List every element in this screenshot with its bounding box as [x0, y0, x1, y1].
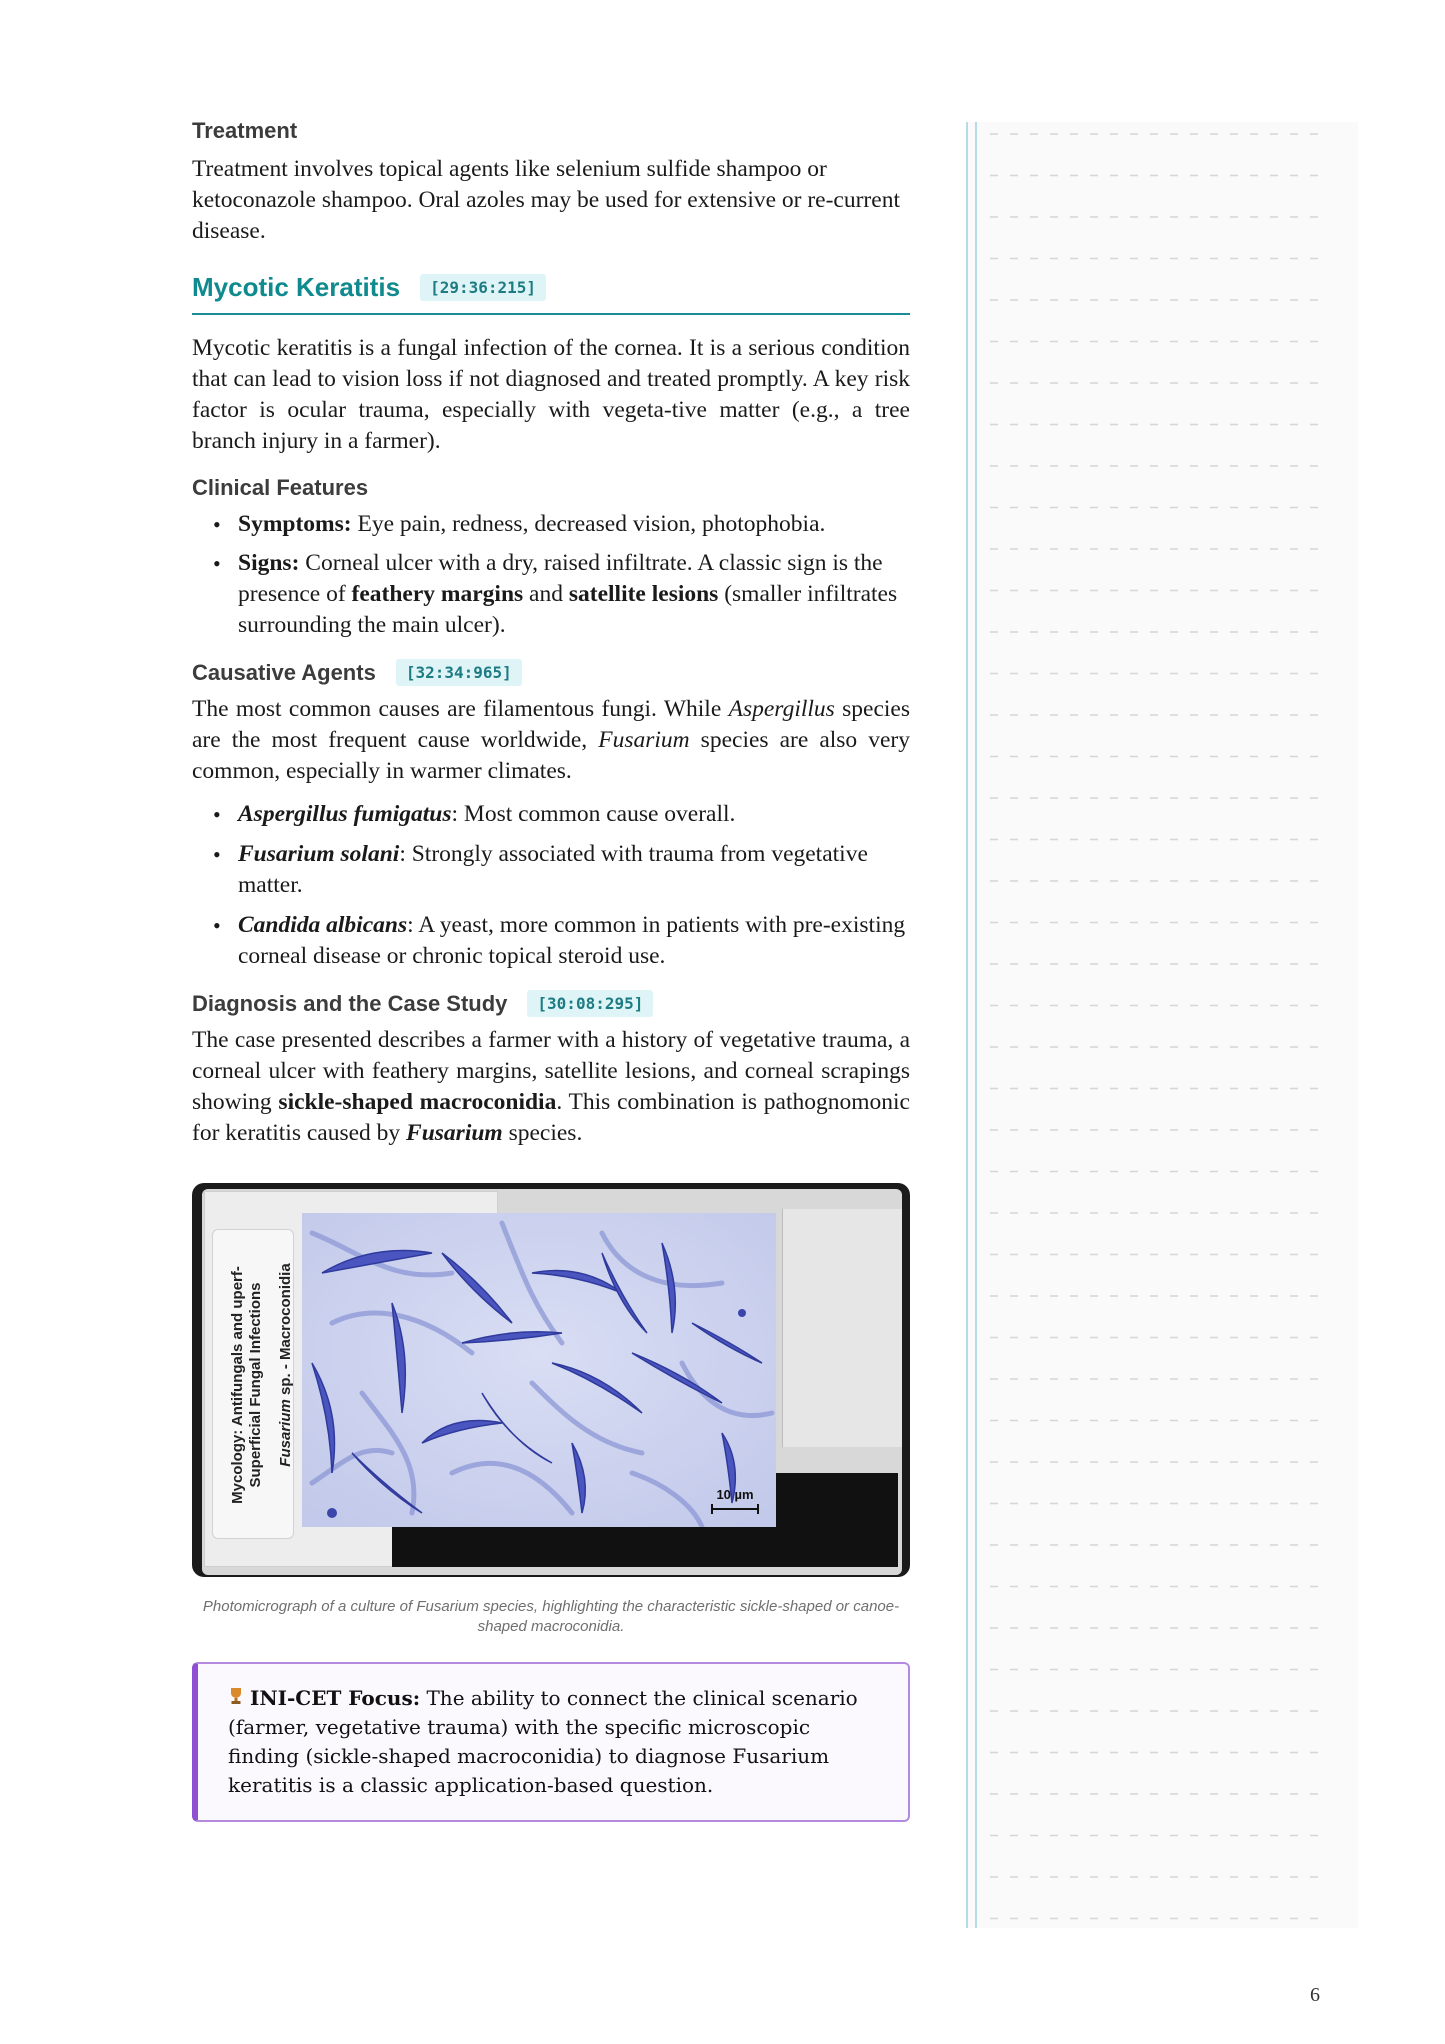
signs-text: (smaller infiltrates surrounding the main ulcer). — [238, 581, 898, 638]
diagnosis-header — [192, 990, 910, 1017]
main-content — [192, 118, 910, 1822]
clinical-features-heading: Clinical Features — [192, 475, 369, 500]
slide-label-specimen — [277, 1210, 297, 1520]
callout-label: INI-CET Focus: — [250, 1686, 421, 1710]
text-run: The case presented describes a farmer with a history of vegetative trauma, a corneal ulcer with feathery margins, satellite lesions, and corneal scrapings showing — [192, 1027, 910, 1115]
species-text: : Most common cause overall. — [451, 801, 736, 827]
causative-text — [192, 694, 910, 787]
species-name: Fusarium solani — [238, 841, 400, 867]
list-item — [192, 509, 910, 540]
list-item — [192, 839, 910, 901]
ini-cet-callout — [192, 1662, 910, 1822]
signs-emphasis: feathery margins — [351, 581, 524, 607]
diagnosis-heading: Diagnosis and the Case Study — [192, 990, 508, 1016]
genus-name: Aspergillus — [728, 696, 835, 722]
notes-ruled-lines — [990, 122, 1320, 1928]
genus-name: Fusarium — [406, 1120, 503, 1146]
section-header — [192, 272, 910, 303]
causative-list — [192, 799, 910, 972]
text-run: . This combination is pathognomonic for keratitis caused by — [192, 1089, 910, 1146]
species-text: : A yeast, more common in patients with pre-existing corneal disease or chronic topical steroid use. — [238, 912, 906, 969]
list-item — [192, 799, 910, 830]
species-name: Aspergillus fumigatus — [238, 801, 452, 827]
mycotic-intro: Mycotic keratitis is a fungal infection of the cornea. It is a serious condition that can lead to vision loss if not diagnosed and treated promptly. A key risk factor is ocular trauma, especially with vegeta-tive matter (e.g., a tree branch injury in a farmer). — [192, 335, 910, 454]
species-name: Candida albicans — [238, 912, 408, 938]
key-finding: sickle-shaped macroconidia — [278, 1089, 557, 1115]
trophy-icon — [228, 1684, 246, 1713]
figure-caption: Photomicrograph of a culture of Fusarium species, highlighting the characteristic sickle-shaped or canoe-shaped macroconidia. — [202, 1598, 900, 1635]
slide-frosted-end — [782, 1209, 902, 1447]
slide-label-line: Mycology: Antifungals and uperf- — [229, 1266, 246, 1504]
slide-text-label — [212, 1229, 294, 1539]
signs-text: and — [523, 581, 569, 607]
callout-text: The ability to connect the clinical scenario (farmer, vegetative trauma) with the specific microscopic finding (sickle-shaped macroconidia) to diagnose Fusarium keratitis is a classic application-based question. — [228, 1686, 858, 1797]
timestamp-badge[interactable]: [30:08:295] — [527, 990, 653, 1017]
text-run: species are also very common, especially in warmer climates. — [192, 727, 910, 784]
causative-header — [192, 659, 910, 686]
signs-label: Signs: — [238, 550, 300, 576]
symptoms-label: Symptoms: — [238, 511, 352, 537]
slide-label-genus: Fusarium — [277, 1399, 294, 1467]
micrograph — [302, 1213, 776, 1527]
text-run: The most common causes are filamentous fungi. While — [192, 696, 729, 722]
text-run: species are the most frequent cause worldwide, — [192, 696, 910, 753]
timestamp-badge[interactable]: [29:36:215] — [420, 274, 546, 301]
species-text: : Strongly associated with trauma from vegetative matter. — [238, 841, 868, 898]
symptoms-text: Eye pain, redness, decreased vision, photophobia. — [351, 511, 826, 537]
signs-text: Corneal ulcer with a dry, raised infiltrate. A classic sign is the presence of — [238, 550, 883, 607]
scale-bar-label: 10 µm — [716, 1487, 754, 1502]
signs-emphasis: satellite lesions — [568, 581, 719, 607]
slide-label-line: Superficial Fungal Infections — [247, 1282, 264, 1488]
list-item — [192, 910, 910, 972]
list-item — [192, 548, 910, 641]
scale-bar — [712, 1487, 758, 1514]
genus-name: Fusarium — [598, 727, 690, 753]
micrograph-illustration — [302, 1213, 776, 1527]
treatment-text: Treatment involves topical agents like selenium sulfide shampoo or ketoconazole shampoo. Oral azoles may be used for extensive or re-current disease. — [192, 156, 900, 244]
section-title: Mycotic Keratitis — [192, 272, 401, 302]
section-divider — [192, 313, 910, 315]
page-number: 6 — [1310, 1984, 1320, 2006]
timestamp-badge[interactable]: [32:34:965] — [396, 659, 522, 686]
clinical-features-list — [192, 509, 910, 641]
microscope-slide-image — [192, 1183, 910, 1577]
margin-rule — [966, 122, 968, 1928]
slide-label-line: sp. - Macroconidia — [277, 1263, 294, 1400]
treatment-heading: Treatment — [192, 118, 298, 143]
causative-heading: Causative Agents — [192, 659, 376, 685]
diagnosis-text — [192, 1025, 910, 1149]
margin-rule — [975, 122, 977, 1928]
figure — [192, 1183, 910, 1637]
text-run: species. — [502, 1120, 583, 1146]
